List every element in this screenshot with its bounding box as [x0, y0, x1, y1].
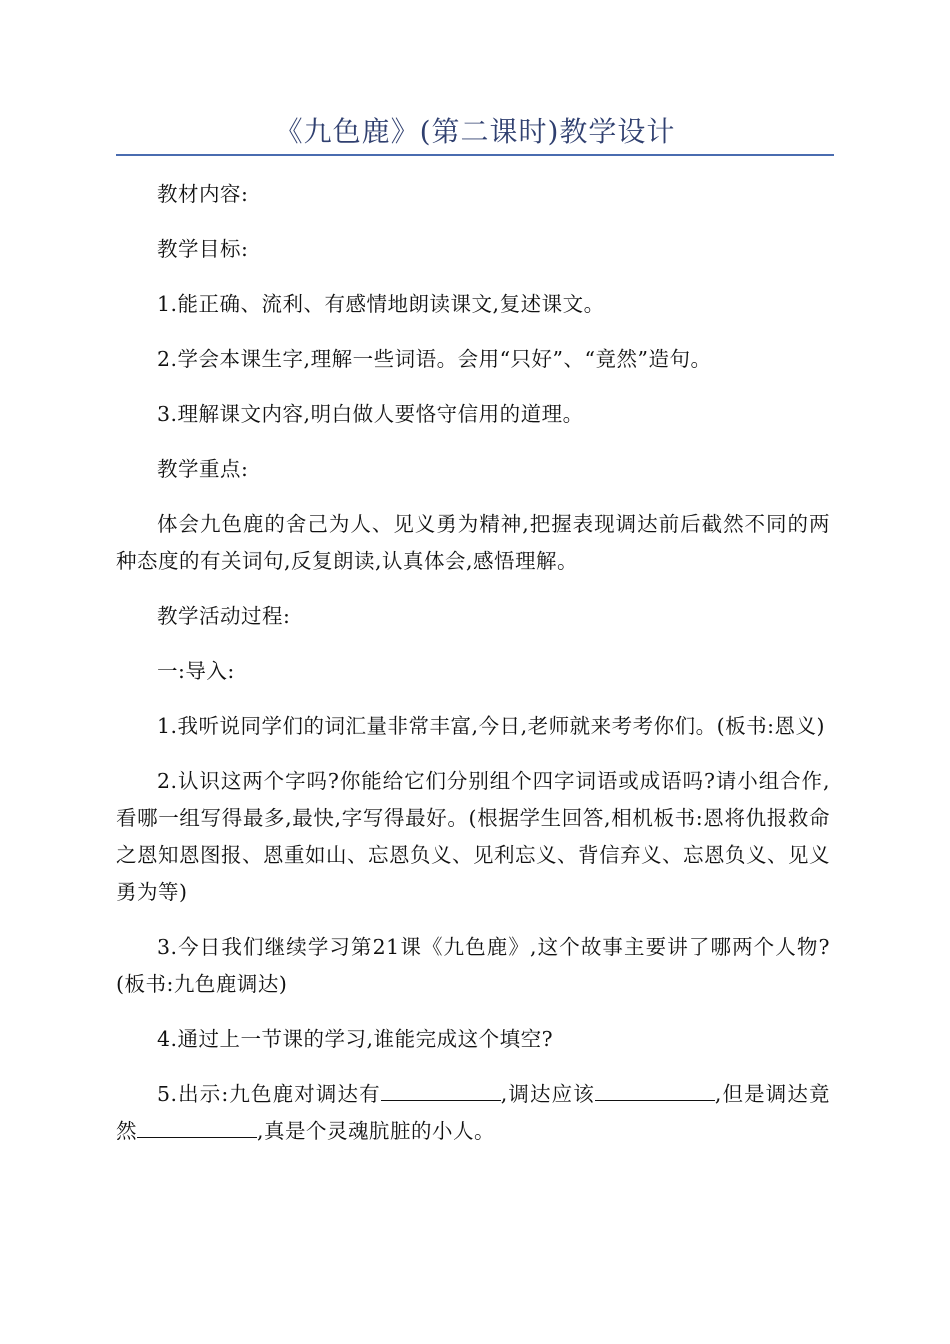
paragraph-step-3: 3.今日我们继续学习第21课《九色鹿》,这个故事主要讲了哪两个人物?(板书:九色鹿调达): [116, 935, 830, 996]
paragraph-goals-heading: 教学目标:: [157, 237, 249, 261]
paragraph-material: 教材内容:: [157, 182, 249, 206]
paragraph-focus-body: 体会九色鹿的舍己为人、见义勇为精神,把握表现调达前后截然不同的两种态度的有关词句,反复朗读,认真体会,感悟理解。: [116, 512, 830, 573]
paragraph-goal-2: 2.学会本课生字,理解一些词语。会用“只好”、“竟然”造句。: [157, 347, 712, 371]
paragraph-focus-heading: 教学重点:: [157, 457, 249, 481]
document-title: 《九色鹿》(第二课时)教学设计: [274, 115, 676, 148]
paragraph-goal-3: 3.理解课文内容,明白做人要恪守信用的道理。: [157, 402, 584, 426]
paragraph-step-4: 4.通过上一节课的学习,谁能完成这个填空?: [157, 1027, 554, 1051]
fill-blank-1[interactable]: [381, 1080, 501, 1102]
paragraph-step-1: 1.我听说同学们的词汇量非常丰富,今日,老师就来考考你们。(板书:恩义): [157, 714, 825, 738]
paragraph-process-heading: 教学活动过程:: [157, 604, 291, 628]
step-5-text-2: ,调达应该: [500, 1082, 595, 1106]
paragraph-goal-1: 1.能正确、流利、有感情地朗读课文,复述课文。: [157, 292, 605, 316]
fill-blank-2[interactable]: [595, 1080, 715, 1102]
title-underline: [116, 154, 834, 156]
paragraph-step-2: 2.认识这两个字吗?你能给它们分别组个四字词语或成语吗?请小组合作,看哪一组写得最多,最快,字写得最好。(根据学生回答,相机板书:恩将仇报救命之恩知恩图报、恩重如山、忘恩负义、见利忘义、背信弃义、忘恩负义、见义勇为等): [116, 769, 830, 904]
step-5-text-3: ,但是调达竟然: [116, 1082, 830, 1143]
paragraph-step-5: [116, 1076, 830, 1150]
paragraph-intro-heading: 一:导入:: [157, 659, 235, 683]
step-5-text-4: ,真是个灵魂肮脏的小人。: [257, 1119, 496, 1143]
step-5-text-1: 5.出示:九色鹿对调达有: [157, 1082, 381, 1106]
fill-blank-3[interactable]: [137, 1117, 257, 1139]
document-body: [116, 176, 830, 1150]
